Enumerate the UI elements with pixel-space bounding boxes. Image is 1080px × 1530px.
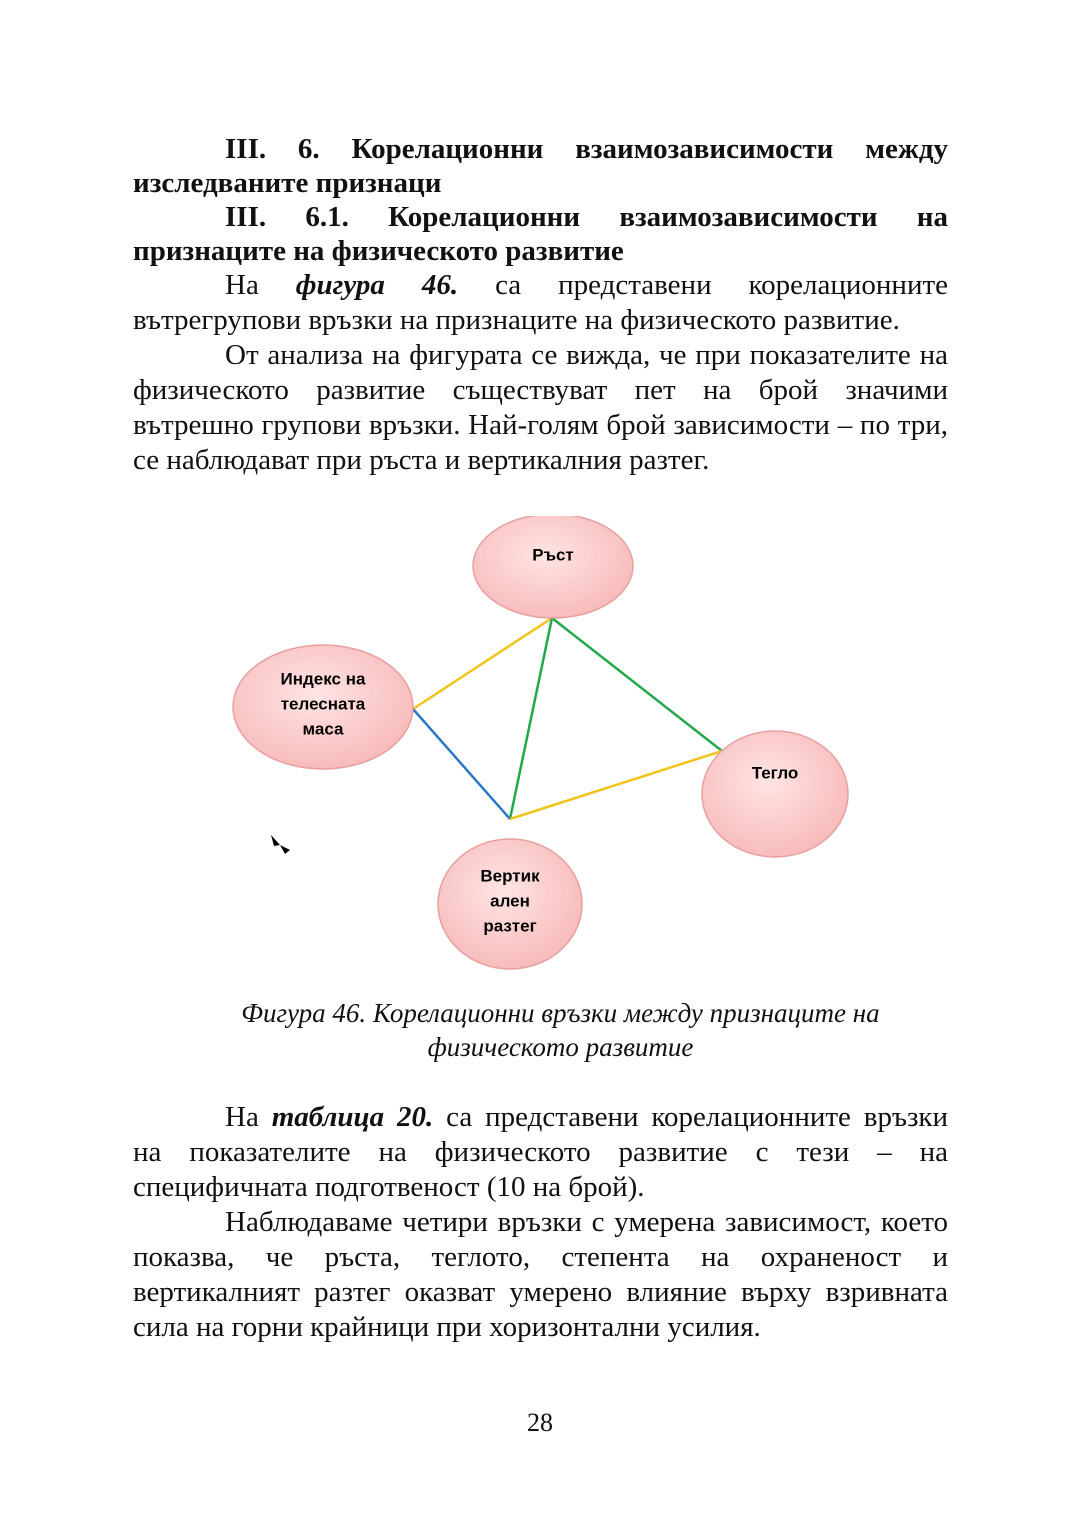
node-height-label: Ръст: [532, 545, 574, 565]
paragraph-figure-intro: На фигура 46. са представени корелационните вътрегрупови връзки на признаците на физическото развитие.: [133, 269, 949, 336]
page-content: [133, 128, 948, 1345]
link-height-weight: [552, 618, 722, 751]
node-body-mass-index-label: Индекс на: [280, 669, 366, 689]
link-reach-weight: [510, 751, 722, 819]
paragraph-moderate-links: Наблюдаваме четири връзки с умерена зависимост, което показва, че ръста, теглото, степента на охраненост и вертикалният разтег оказват умерено влияние върху взривната сила на горни крайници при хоризонтални усилия.: [133, 1206, 948, 1343]
link-height-reach: [510, 618, 552, 819]
node-weight-ellipse: [702, 731, 848, 857]
diagram-canvas: [133, 516, 948, 996]
figure-caption: Фигура 46. Корелационни връзки между признаците на физическото развитие: [241, 998, 880, 1062]
node-body-mass-index-label: телесната: [280, 694, 366, 714]
section-heading-3-6: III. 6. Корелационни взаимозависимости между изследваните признаци: [133, 133, 949, 199]
figure-reference: фигура 46.: [295, 269, 459, 301]
node-height-ellipse: [473, 516, 633, 618]
node-height: [473, 516, 633, 618]
node-weight: [702, 731, 848, 857]
node-weight-label: Тегло: [751, 763, 799, 783]
node-body-mass-index: [233, 645, 413, 769]
node-vertical-reach: [438, 839, 582, 969]
paragraph-analysis: От анализа на фигурата се вижда, че при показателите на физическото развитие съществуват пет на брой значими вътрешно групови връзки. Най-голям брой зависимости – по три, се наблюдават при ръста и вертикалния разтег.: [133, 339, 948, 476]
node-vertical-reach-label: ален: [490, 891, 530, 911]
node-vertical-reach-label: разтег: [483, 916, 537, 936]
paragraph-table-intro: На таблица 20. са представени корелационните връзки на показателите на физическото развитие с тези – на специфичната подготвеност (10 на брой).: [133, 1101, 949, 1203]
link-bmi-height: [413, 618, 552, 709]
page-number: 28: [527, 1408, 553, 1437]
node-body-mass-index-label: маса: [302, 719, 344, 739]
link-bmi-reach: [413, 709, 510, 819]
cursor-mark-icon: [271, 835, 290, 854]
table-reference: таблица 20.: [271, 1101, 434, 1133]
section-heading-3-6-1: III. 6.1. Корелационни взаимозависимости на признаците на физическото развитие: [133, 201, 949, 267]
correlation-diagram: [133, 516, 948, 996]
node-vertical-reach-label: Вертик: [480, 866, 540, 886]
